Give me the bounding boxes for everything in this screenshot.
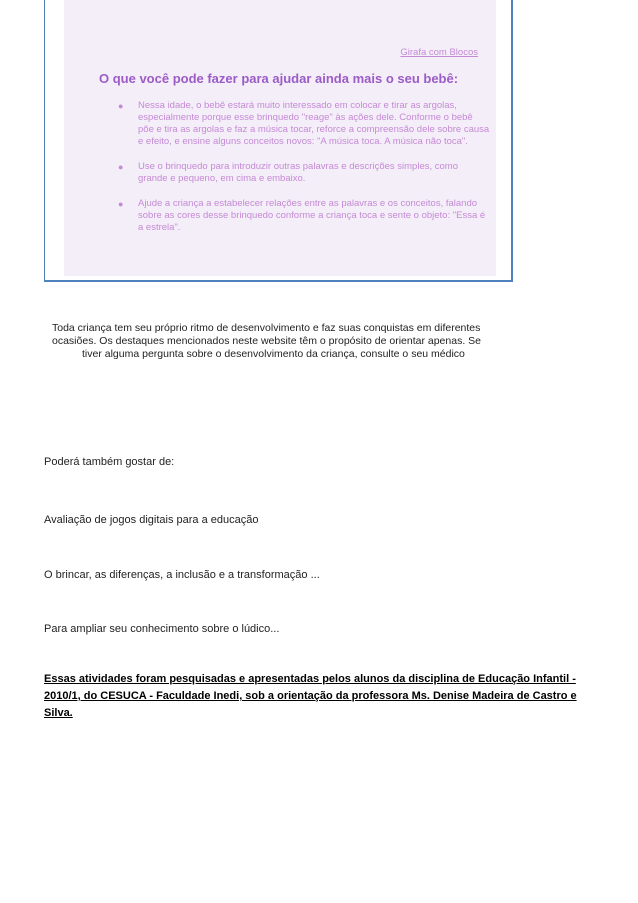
girafa-link[interactable]: Girafa com Blocos bbox=[400, 47, 478, 58]
disclaimer-note bbox=[52, 322, 512, 361]
disclaimer-line-1: Toda criança tem seu próprio ritmo de desenvolvimento e faz suas conquistas em diferentes ocasiões. Os destaques mencionados neste website têm o propósito de orientar apenas. Se bbox=[52, 322, 482, 347]
related-heading: Poderá também gostar de: bbox=[44, 456, 175, 468]
bullet-icon: ● bbox=[118, 162, 124, 172]
disclaimer-line-2: tiver alguma pergunta sobre o desenvolvimento da criança, consulte o seu médico bbox=[82, 348, 465, 360]
tips-heading: O que você pode fazer para ajudar ainda mais o seu bebê: bbox=[99, 71, 459, 86]
tip-text: Use o brinquedo para introduzir outras palavras e descrições simples, como grande e pequeno, em cima e embaixo. bbox=[138, 161, 458, 184]
bullet-icon: ● bbox=[118, 199, 124, 209]
tip-item bbox=[118, 100, 490, 148]
tip-item bbox=[118, 161, 490, 185]
bullet-icon: ● bbox=[118, 101, 124, 111]
tips-panel bbox=[64, 0, 496, 276]
tip-text: Nessa idade, o bebê estará muito interessado em colocar e tirar as argolas, especialmente porque esse brinquedo "reage" às ações dele. Conforme o bebê põe e tira as argolas e faz a música tocar, reforce a compreensão dele sobre causa e efeito, e ensine alguns conceitos novos: "A música toca. A música não toca". bbox=[138, 100, 490, 147]
related-link-ludico[interactable]: Para ampliar seu conhecimento sobre o lúdico... bbox=[44, 623, 280, 635]
tip-text: Ajude a criança a estabelecer relações entre as palavras e os conceitos, falando sobre as cores desse brinquedo conforme a criança toca e sente o objeto: "Essa é a estrela". bbox=[138, 198, 486, 233]
tip-item bbox=[118, 198, 490, 234]
credits-text: Essas atividades foram pesquisadas e apresentadas pelos alunos da disciplina de Educação Infantil - 2010/1, do CESUCA - Faculdade Inedi, sob a orientação da professora Ms. Denise Madeira de Castro e Silva. bbox=[44, 673, 577, 719]
related-link-jogos[interactable]: Avaliação de jogos digitais para a educação bbox=[44, 514, 259, 526]
content-frame bbox=[44, 0, 513, 282]
tips-list bbox=[118, 100, 490, 247]
related-link-brincar[interactable]: O brincar, as diferenças, a inclusão e a transformação ... bbox=[44, 569, 320, 581]
